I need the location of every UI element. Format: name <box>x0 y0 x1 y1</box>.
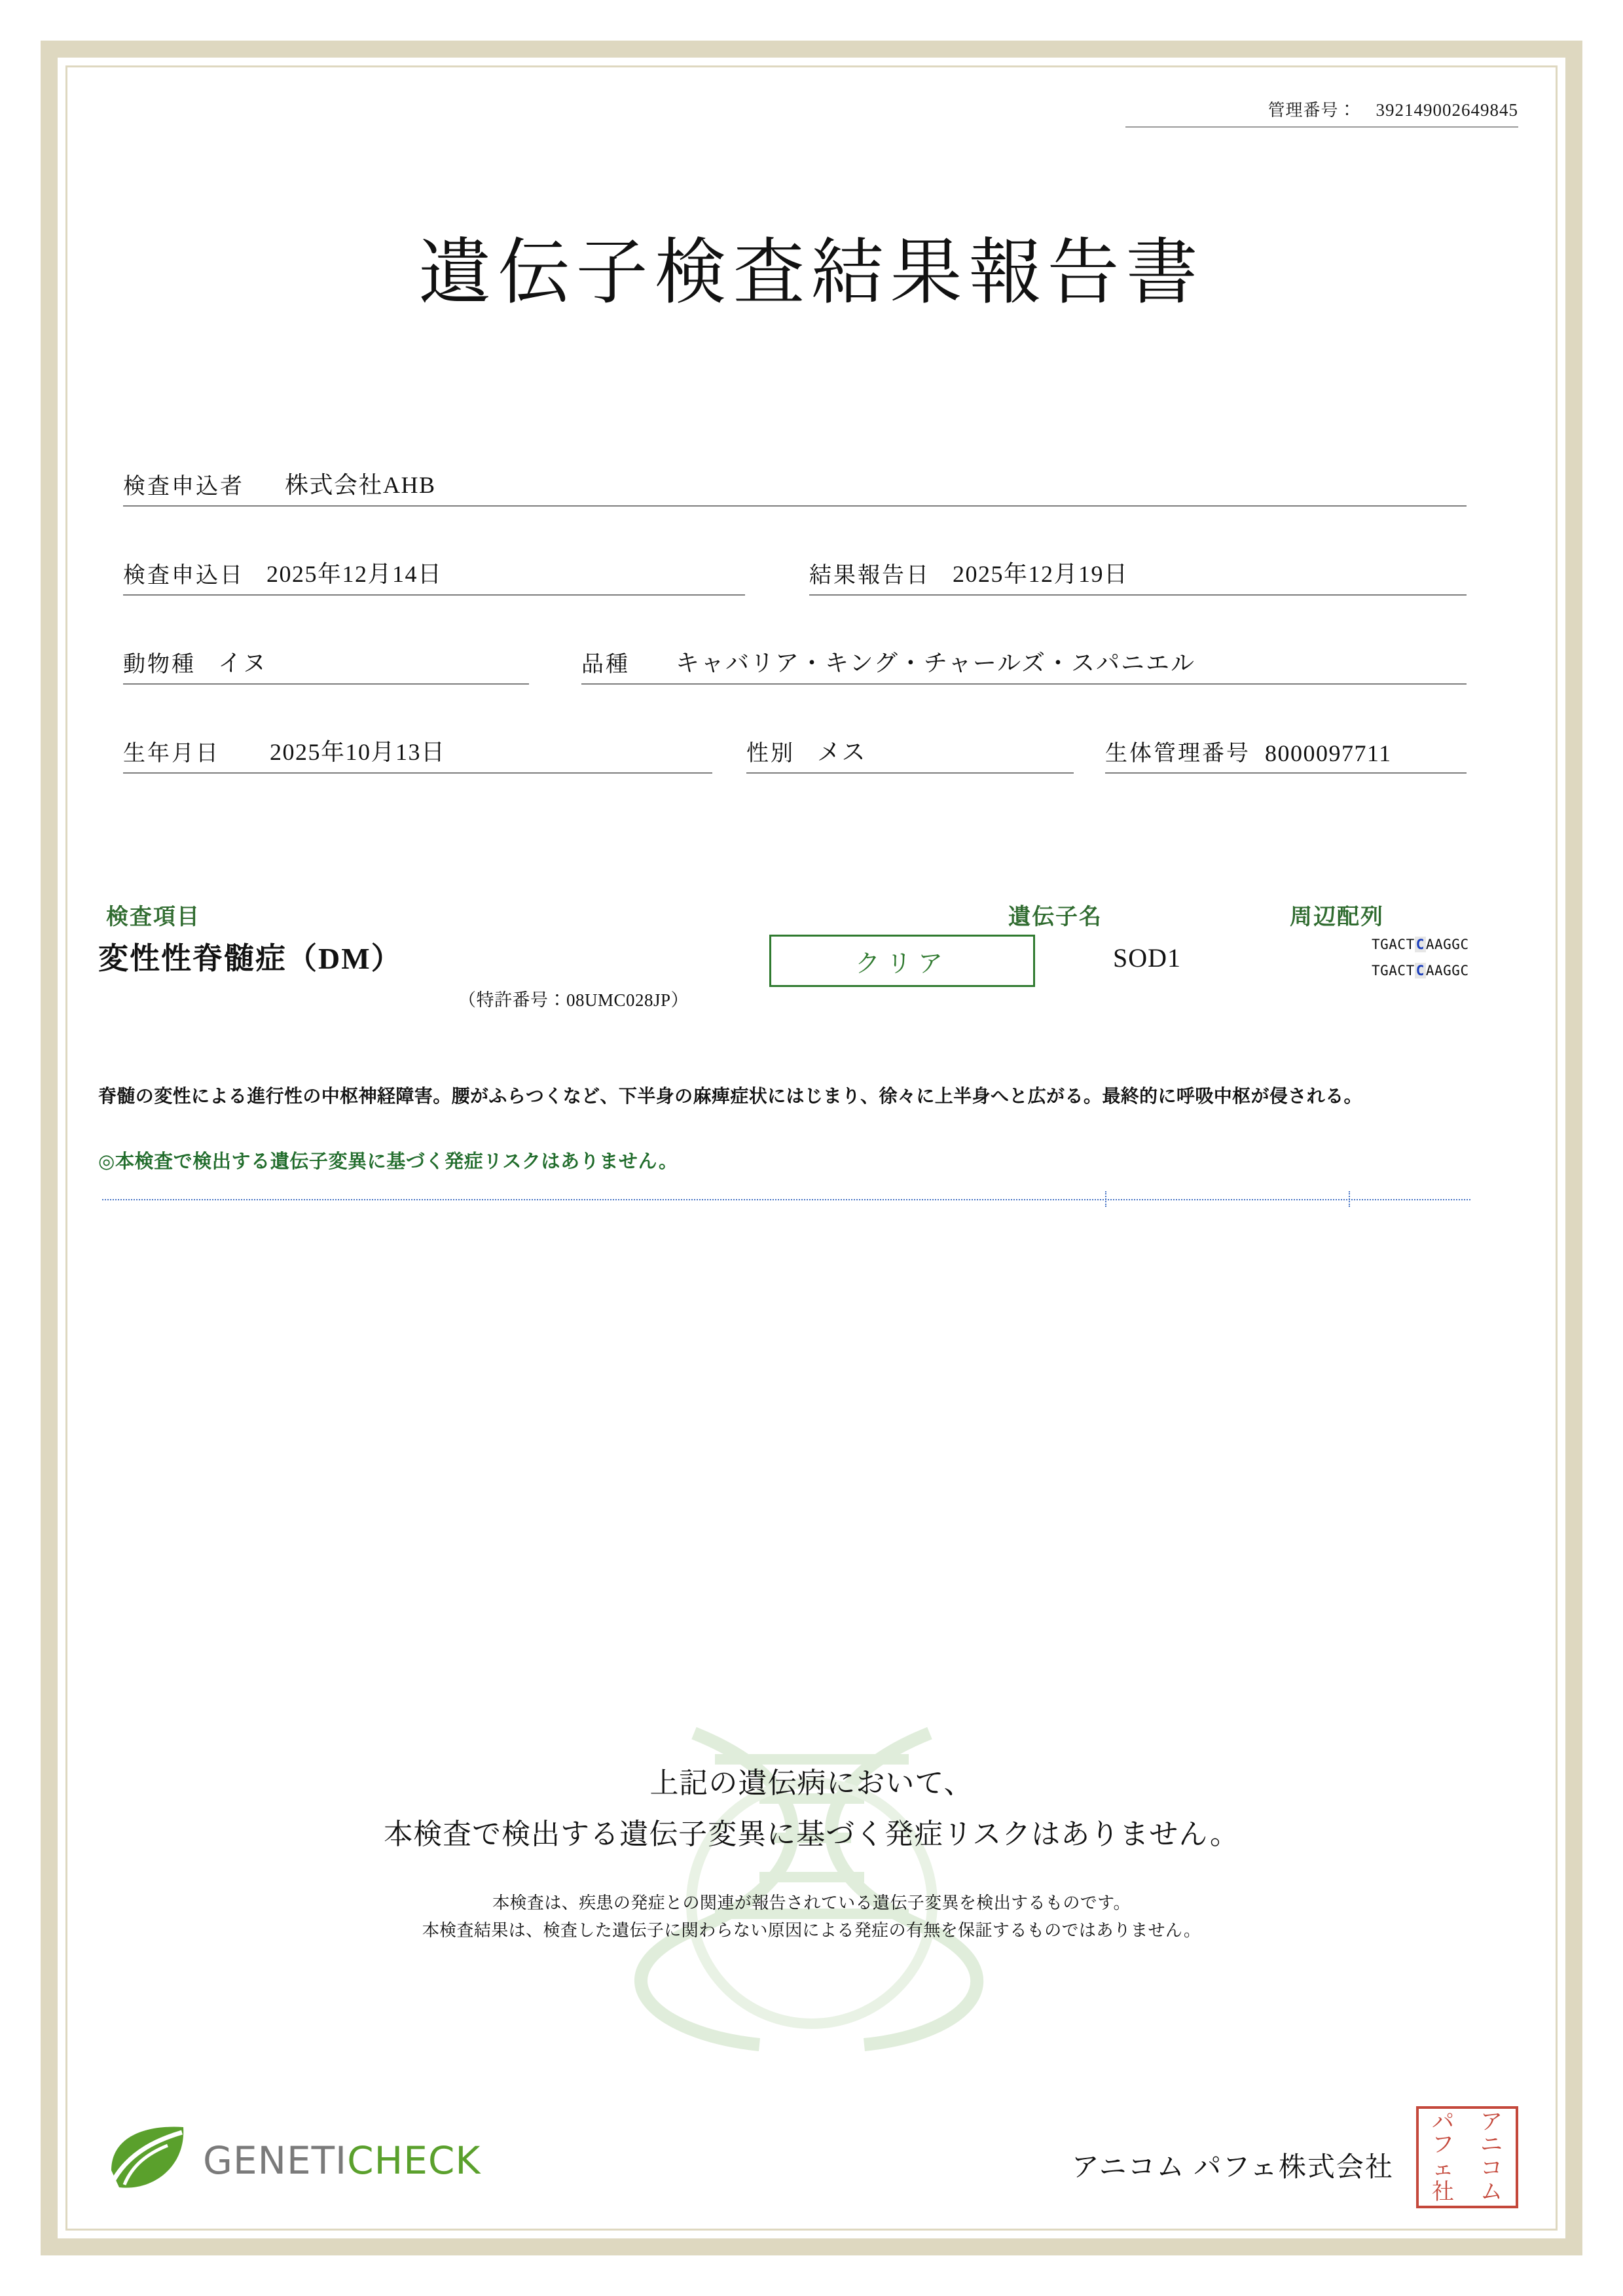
seal-char-1: ア <box>1480 2108 1503 2135</box>
logo-wordmark <box>203 2138 481 2183</box>
sex-label: 性別 <box>746 742 795 766</box>
seq1-prefix: TGACT <box>1372 937 1415 952</box>
sex-value: メス <box>817 739 867 765</box>
company-seal <box>1416 2106 1518 2208</box>
gene-name-value: SOD1 <box>1113 943 1182 973</box>
control-number-row <box>1125 97 1518 128</box>
seal-char-6: 社 <box>1432 2178 1454 2205</box>
divider-tick-1 <box>1105 1191 1106 1207</box>
seal-char-7: ム <box>1480 2178 1503 2205</box>
field-sex <box>746 725 1074 774</box>
breed-value: キャバリア・キング・チャールズ・スパニエル <box>676 650 1196 676</box>
summary-block <box>92 1759 1531 1852</box>
seq1-suffix: AAGGC <box>1425 937 1469 952</box>
control-number-label: 管理番号： <box>1267 101 1357 120</box>
sequence-line-allele-2 <box>1372 962 1522 979</box>
seq2-prefix: TGACT <box>1372 963 1415 979</box>
sequence-line-allele-1 <box>1372 936 1522 953</box>
result-status-text: クリア <box>854 950 949 978</box>
company-name: アニコム パフェ株式会社 <box>1071 2153 1394 2183</box>
disease-description: 脊髄の変性による進行性の中枢神経障害。腰がふらつくなど、下半身の麻痺症状にはじまり、徐々に上半身へと広がる。最終的に呼吸中枢が侵される。 <box>98 1086 1362 1107</box>
applicant-info-block <box>123 457 1498 813</box>
page-title: 遺伝子検査結果報告書 <box>418 230 1205 314</box>
disease-name: 変性性脊髄症（DM） <box>98 942 403 975</box>
flanking-sequence-block <box>1372 936 1522 989</box>
summary-line-2: 本検査で検出する遺伝子変異に基づく発症リスクはありません。 <box>384 1818 1239 1851</box>
info-row-birth <box>123 724 1498 774</box>
control-number-value: 392149002649845 <box>1376 100 1518 120</box>
breed-label: 品種 <box>581 653 630 677</box>
summary-line-1: 上記の遺伝病において、 <box>649 1767 974 1800</box>
disclaimer-block <box>92 1890 1531 1945</box>
seal-char-4: ェ <box>1432 2155 1454 2181</box>
column-header-flanking-sequence: 周辺配列 <box>1290 905 1384 929</box>
risk-note: ◎本検査で検出する遺伝子変異に基づく発症リスクはありません。 <box>98 1151 678 1172</box>
field-species <box>123 636 529 685</box>
disclaimer-line-2: 本検査結果は、検査した遺伝子に関わらない原因による発症の有無を保証するものではありません。 <box>422 1920 1201 1941</box>
divider-tick-2 <box>1349 1191 1350 1207</box>
seal-char-2: フ <box>1432 2132 1454 2159</box>
birth-label: 生年月日 <box>123 742 220 766</box>
applicant-label: 検査申込者 <box>123 475 244 499</box>
report-date-value: 2025年12月19日 <box>953 561 1129 587</box>
section-divider <box>102 1199 1470 1200</box>
birth-value: 2025年10月13日 <box>270 739 446 765</box>
seq2-suffix: AAGGC <box>1425 963 1469 979</box>
logo-text-part-b: CHECK <box>347 2138 481 2183</box>
info-row-applicant <box>123 457 1498 507</box>
field-breed <box>581 636 1467 685</box>
seal-char-5: コ <box>1480 2155 1503 2181</box>
seal-char-0: パ <box>1432 2108 1454 2135</box>
column-header-gene-name: 遺伝子名 <box>1008 905 1103 929</box>
result-status-badge <box>769 935 1035 987</box>
info-row-dates <box>123 546 1498 596</box>
field-birth <box>123 725 712 774</box>
species-label: 動物種 <box>123 653 196 677</box>
seal-char-3: ニ <box>1480 2132 1503 2159</box>
seq1-allele: C <box>1415 937 1425 952</box>
leaf-dna-icon <box>105 2125 191 2197</box>
column-header-test-item: 検査項目 <box>106 905 200 929</box>
field-applicant <box>123 458 1467 507</box>
apply-date-label: 検査申込日 <box>123 564 244 588</box>
seq2-allele: C <box>1415 963 1425 979</box>
geneticheck-logo <box>105 2125 481 2197</box>
document-content <box>92 84 1531 2212</box>
species-value: イヌ <box>218 650 268 676</box>
apply-date-value: 2025年12月14日 <box>266 561 443 587</box>
applicant-value: 株式会社AHB <box>285 472 436 498</box>
disclaimer-line-1: 本検査は、疾患の発症との関連が報告されている遺伝子変異を検出するものです。 <box>492 1893 1131 1913</box>
logo-text-part-a: GENETI <box>203 2138 348 2183</box>
info-row-species <box>123 635 1498 685</box>
field-animal-id <box>1105 725 1467 774</box>
patent-number: （特許番号：08UMC028JP） <box>458 990 689 1010</box>
field-report-date <box>809 547 1467 596</box>
report-date-label: 結果報告日 <box>809 564 930 588</box>
animal-id-value: 8000097711 <box>1265 740 1392 766</box>
results-table-header <box>92 899 1531 931</box>
animal-id-label: 生体管理番号 <box>1105 742 1250 766</box>
field-apply-date <box>123 547 745 596</box>
